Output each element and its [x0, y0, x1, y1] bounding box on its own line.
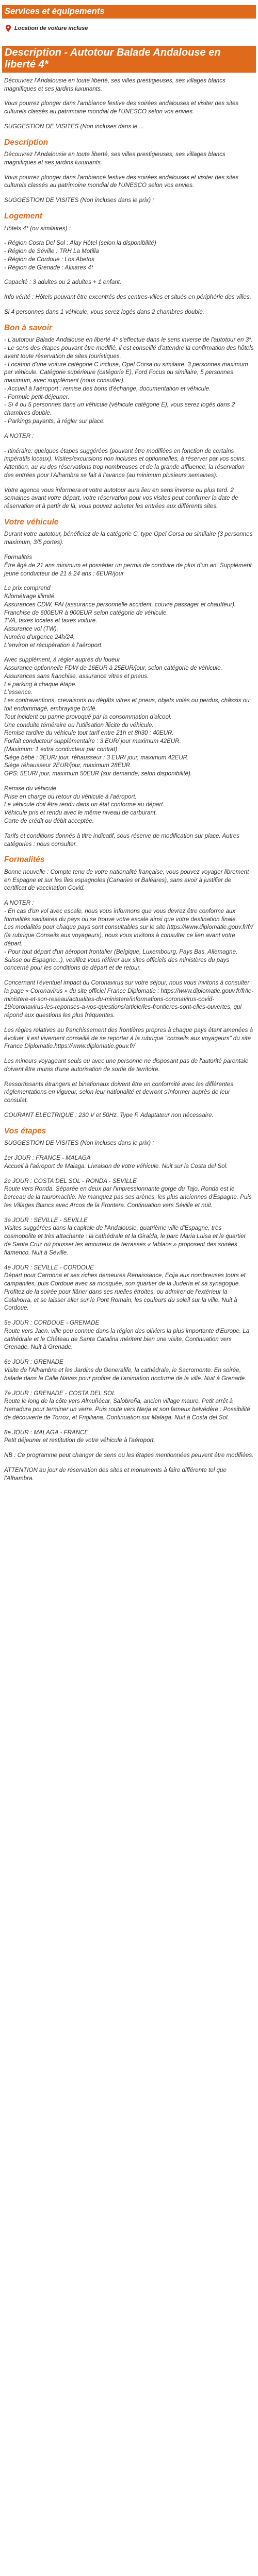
- extras-item: GPS: 5EUR/ jour, maximum 50EUR (sur demande, selon disponibilité).: [4, 770, 192, 777]
- etapes-section: [2, 1139, 256, 1482]
- etapes-suggestion: SUGGESTION DE VISITES (Non incluses dans le prix) :: [4, 1140, 154, 1147]
- description-heading: Description: [4, 138, 49, 147]
- bon-heading: Bon à savoir: [4, 323, 53, 332]
- extras-item: L'essence.: [4, 689, 33, 696]
- extras-item: Le parking à chaque étape.: [4, 681, 77, 688]
- bon-item: - Formule petit-déjeuner.: [4, 393, 70, 400]
- day-title: 1er JOUR : FRANCE - MALAGA: [4, 1155, 91, 1162]
- intro-text: Vous pourrez plonger dans l'ambiance festive des soirées andalouses et visiter des sites culturels classés au patrimoine mondial de l'UNESCO selon vos envies.: [4, 100, 239, 115]
- day-block: [4, 1319, 254, 1351]
- info-text: Info vérité : Hôtels pouvant être excentrés des centres-villes et situés en périphérie des villes.: [4, 294, 251, 301]
- day-title: 6e JOUR : GRENADE: [4, 1359, 63, 1366]
- formalites-para: Concernant l'éventuel impact du Coronavirus sur votre séjour, nous vous invitons à consulter la page « Coronavirus » du site officiel France Diplomatie : https://www.diplomatie.gouv.fr/fr/le-ministere-et-son-reseau/actualites-du-ministere/informations-coronavirus-covid-19/coronavirus-les-reponses-a-vos-questions/article/les-frontieres-sont-elles-ouvertes, qui répond aux questions les plus fréquentes.: [4, 979, 254, 1019]
- extras-item: Assurances sans franchise, assurance vitres et pneus.: [4, 672, 149, 680]
- description-text: Vous pourrez plonger dans l'ambiance festive des soirées andalouses et visiter des sites culturels classés au patrimoine mondial de l'UNESCO selon vos envies.: [4, 174, 239, 189]
- hotel-item: - Région Costa Del Sol : Alay Hôtel (selon la disponibilité): [4, 240, 156, 247]
- bon-section: [2, 336, 256, 511]
- hotels-list: [4, 239, 254, 272]
- day-text: Route le long de la côte vers Almuñécar, Salobreña, ancien village maure. Petit arrêt à Herradura pour terminer un verre. Puis route vers Nerja et son fameux belvédère : Possibilité de découverte de Torrox, et Frigiliana. Continuation sur Malaga. Nuit à Costa del Sol.: [4, 1398, 250, 1421]
- bon-item: - Accueil à l'aéroport : remise des bons d'échange, documentation et véhicule.: [4, 385, 211, 392]
- day-title: 4e JOUR : SEVILLE - CORDOUE: [4, 1264, 94, 1271]
- description-text: Découvrez l'Andalousie en toute liberté, ses villes prestigieuses, ses villages blancs magnifiques et ses jardins luxuriants.: [4, 151, 225, 166]
- persons-text: Si 4 personnes dans 1 véhicule, vous serez logés dans 2 chambres double.: [4, 308, 204, 315]
- notes-text: Votre agence vous informera et votre autotour aura lieu en sens inverse ou plus tard. 2 semaines avant votre départ, votre réservation pour vos visites peut confirmer la date de réservation et à partir de là, vous pouvez acheter les entrées aux différents sites.: [4, 486, 238, 510]
- price-item: Assurances CDW, PAI (assurance personnelle accident, couvre passager et chauffeur).: [4, 601, 236, 608]
- bon-item: - Si 4 ou 5 personnes dans un véhicule (véhicule catégorie E), vous serez logés dans 2 chambres double.: [4, 401, 235, 417]
- retrait-item: Le véhicule doit être rendu dans un état conforme au départ.: [4, 801, 165, 808]
- hotel-item: - Région de Séville : TRH La Motilla: [4, 248, 99, 255]
- day-title: 8e JOUR : MALAGA - FRANCE: [4, 1429, 89, 1436]
- day-title: 2e JOUR : COSTA DEL SOL - RONDA - SEVILLE: [4, 1177, 137, 1184]
- day-block: [4, 1216, 254, 1257]
- bon-item: - Le sens des étapes pouvant être modifié, il est conseillé d'attendre la confirmation des hôtels avant toute réservation de sites touristiques.: [4, 345, 254, 360]
- day-text: Visite de l'Alhambra et les Jardins du Generalife, la cathédrale, le Sacromonte. En soirée, balade dans la Calle Navas pour profiter de l'animation nocturne de la ville. Nuit à Grenade.: [4, 1366, 247, 1382]
- retrait-item: Prise en charge ou retour du véhicule à l'aéroport.: [4, 793, 137, 800]
- notes-text: - Itinéraire: quelques étapes suggérées (pouvant être modifiées en fonction de certains impératifs locaux). Visites/excursions non incluses et optionnelles, à réserver par vos soins. Attention, au vu des réservations trop nombreuses et de la grande affluence, la réservation des entrées pour l'Alhambra se fait à l'avance (au minimum plusieurs semaines).: [4, 447, 246, 479]
- day-text: Accueil à l'aéroport de Malaga. Livraison de votre véhicule. Nuit sur la Costa del Sol.: [4, 1162, 228, 1170]
- extras-item: Remise tardive du véhicule tout tarif entre 21h et 8h30 : 40EUR.: [4, 730, 174, 737]
- extras-item: Tout incident ou panne provoqué par la consommation d'alcool.: [4, 713, 172, 720]
- formalites-para: - En cas d'un vol avec escale, nous vous informons que vous devrez être conforme aux formalités sanitaires du pays où se trouve votre escale ainsi que votre destination finale.: [4, 907, 237, 923]
- retrait-list: [4, 785, 254, 825]
- extras-item: Siège réhausseur 2EUR/jour, maximum 28EUR.: [4, 762, 132, 769]
- extras-item: Forfait conducteur supplémentaire : 3 EUR/ jour maximum 42EUR.: [4, 738, 181, 745]
- extras-item: (Maximum: 1 extra conducteur par contrat): [4, 745, 118, 753]
- formalites-section: [2, 868, 256, 1120]
- bon-item: - Location d'une voiture catégorie C incluse, Opel Corsa ou similaire. 3 personnes maximum par véhicule. Catégorie supérieure (catégorie E), Ford Focus ou similaire, 5 personnes maximum, avec supplément (nous consulter).: [4, 361, 248, 384]
- intro: [2, 73, 256, 131]
- retrait-item: Carte de crédit ou débit acceptée.: [4, 817, 94, 824]
- services-banner: Services et équipements: [2, 5, 256, 19]
- page-title: Description - Autotour Balade Andalouse en liberté 4*: [2, 46, 256, 73]
- location-link-label: Location de voiture incluse: [14, 25, 88, 31]
- day-title: 7e JOUR : GRENADE - COSTA DEL SOL: [4, 1389, 116, 1397]
- price-item: Kilométrage illimité.: [4, 593, 56, 600]
- intro-text: SUGGESTION DE VISITES (Non incluses dans le ...: [4, 123, 144, 130]
- extras-list: [4, 656, 254, 777]
- day-block: [4, 1177, 254, 1210]
- capacity-text: Capacité : 3 adultes ou 2 adultes + 1 enfant.: [4, 279, 122, 286]
- etapes-heading: Vos étapes: [4, 1126, 46, 1136]
- attention-text: ATTENTION au jour de réservation des sites et monuments à faire différente tel que l'Alhambra.: [4, 1466, 227, 1482]
- formalites-heading: Formalités: [4, 855, 45, 865]
- formalites-label: Formalités: [4, 554, 33, 561]
- description-text: SUGGESTION DE VISITES (Non incluses dans le prix) :: [4, 197, 154, 204]
- notes-label: A NOTER :: [4, 432, 34, 439]
- day-title: 3e JOUR : SEVILLE - SEVILLE: [4, 1216, 88, 1224]
- day-text: Route vers Jaen, ville peu connue dans la région des oliviers la plus importante d'Europe. La cathédrale et le Château de Santa Catalina méritent bien une visite. Continuation vers Grenade. Nuit à Grenade.: [4, 1327, 250, 1351]
- vehicule-intro: Durant votre autotour, bénéficiez de la catégorie C, type Opel Corsa ou similaire (3 personnes maximum, 3/5 portes).: [4, 531, 253, 546]
- price-list: [4, 584, 254, 649]
- formalites-text: Être âgé de 21 ans minimum et posséder un permis de conduire de plus d'un an. Supplément jeune conducteur de 21 à 24 ans : 6EUR/jour: [4, 562, 252, 577]
- day-block: [4, 1154, 254, 1171]
- formalites-para: COURANT ELECTRIQUE : 230 V et 50Hz. Type F. Adaptateur non nécessaire.: [4, 1112, 214, 1118]
- formalites-para: A NOTER :: [4, 900, 34, 907]
- day-text: Route vers Ronda. Séparée en deux par l'impressionnante gorge du Tajo, Ronda est le berceau de la tauromachie. Ne manquez pas ses arènes, les plus anciennes d'Espagne. Puis les Villages Blancs avec Arcos de la Frontera. Continuation vers Séville et nuit.: [4, 1185, 252, 1209]
- logement-section: [2, 225, 256, 316]
- extras-item: Siège bébé : 3EUR/ jour, réhausseur : 3 EUR/ jour, maximum 42EUR.: [4, 754, 189, 761]
- extras-item: Avec supplément, à régler auprès du loueur: [4, 656, 120, 664]
- retrait-item: Remise du véhicule: [4, 785, 57, 792]
- day-block: [4, 1429, 254, 1445]
- day-text: Petit déjeuner et restitution de votre véhicule à l'aéroport.: [4, 1437, 155, 1444]
- map-pin-icon: [5, 25, 11, 32]
- tarifs-text: Tarifs et conditions donnés à titre indicatif, sous réserve de modification sur place. Autres catégories : nous consulter.: [4, 832, 240, 848]
- formalites-para: Les règles relatives au franchissement des frontières propres à chaque pays étant amenées à évoluer, il est vivement conseillé de se reporter à la rubrique "conseils aux voyageurs" du site France Diplomatie.https://www.diplomatie.gouv.fr/: [4, 1026, 253, 1050]
- price-item: Franchise de 600EUR à 900EUR selon catégorie de véhicule.: [4, 609, 168, 616]
- bon-item: - L'autotour Balade Andalouse en liberté 4* s'effectue dans le sens inverse de l'autotour en 3*.: [4, 336, 253, 344]
- bon-item: - Parkings payants, à régler sur place.: [4, 417, 105, 425]
- day-text: Départ pour Carmona et ses riches demeures Renaissance, Ecija aux nombreuses tours et campaniles, puis Cordoue avec sa mosquée, son quartier de la Judería et sa synagogue. Profitez de la soirée pour flâner dans ses ruelles étroites, ou admirer de l'extérieur la Calahorra, et se laisser aller sur le Pont Romain, les couleurs du soleil sur la ville. Nuit à Cordoue.: [4, 1272, 246, 1312]
- day-block: [4, 1358, 254, 1382]
- extras-item: Assurance optionnelle FDW de 16EUR à 25EUR/jour, selon catégorie de véhicule.: [4, 665, 222, 672]
- formalites-para: Les mineurs voyageant seuls ou avec une personne ne disposant pas de l'autorité parentale doivent être munis d'une autorisation de sortie de territoire.: [4, 1058, 249, 1073]
- price-title: Le prix comprend: [4, 585, 51, 592]
- price-item: L'environ et récupération à l'aéroport.: [4, 641, 103, 649]
- logement-heading: Logement: [4, 212, 43, 221]
- description-section: [2, 150, 256, 205]
- day-text: Visites suggérées dans la capitale de l'Andalousie, quatrième ville d'Espagne, très cosmopolite et très attachante : la cathédrale et la Giralda, le parc Maria Luisa et le quartier de Santa Cruz où pousser les amoureux de terrasses « tablaos » proposent des soirées flamenco. Nuit à Séville.: [4, 1225, 246, 1256]
- formalites-para: Les modalités pour chaque pays sont consultables sur le site https://www.diplomatie.gouv.fr/fr/ (la rubrique Conseils aux voyageurs), nous vous invitons à consulter ce lien avant votre départ.: [4, 924, 253, 947]
- vehicule-section: [2, 530, 256, 848]
- nb-text: NB : Ce programme peut changer de sens ou les étapes mentionnées peuvent être modifiées.: [4, 1452, 254, 1459]
- extras-item: Une conduite téméraire ou l'utilisation illicite du véhicule.: [4, 721, 154, 728]
- day-title: 5e JOUR : CORDOUE - GRENADE: [4, 1319, 100, 1327]
- location-link[interactable]: [2, 19, 256, 39]
- formalites-para: - Pour tout départ d'un aéroport frontalier (Belgique, Luxembourg, Pays Bas, Allemagne, Suisse ou Espagne...), veuillez vous référer aux sites officiels des ministères du pays concerné pour les conditions de départ et de retour.: [4, 948, 238, 972]
- vehicule-heading: Votre véhicule: [4, 517, 59, 527]
- hotel-item: - Région de Cordoue : Los Abetos: [4, 256, 94, 263]
- retrait-item: Véhicule pris et rendu avec le même niveau de carburant.: [4, 809, 157, 817]
- formalites-para: Ressortissants étrangers et binationaux doivent être en conformité avec les différentes réglementations en vigueur, selon leur nationalité et devront s'informer auprès de leur consulat.: [4, 1080, 234, 1104]
- price-item: TVA, taxes locales et taxes voiture.: [4, 617, 98, 624]
- hotel-item: - Région de Grenade : Alixares 4*: [4, 264, 93, 271]
- price-item: Assurance vol (TW).: [4, 625, 59, 633]
- hotels-title: Hôtels 4* (ou similaires) :: [4, 225, 71, 232]
- day-block: [4, 1264, 254, 1313]
- intro-text: Découvrez l'Andalousie en toute liberté, ses villes prestigieuses, ses villages blancs magnifiques et ses jardins luxuriants.: [4, 77, 225, 92]
- price-item: Numéro d'urgence 24h/24.: [4, 633, 75, 640]
- day-block: [4, 1389, 254, 1422]
- formalites-para: Bonne nouvelle : Compte tenu de votre nationalité française, vous pouvez voyager librement en Espagne et sur les îles espagnoles (Canaries et Baléares), sans avoir à justifier de certificat de vaccination Covid.: [4, 868, 249, 892]
- extras-item: Les contraventions, crevaisons ou dégâts vitres et pneus, objets volés ou perdus, châssis ou toit endommagé, embrayage brûlé.: [4, 697, 250, 713]
